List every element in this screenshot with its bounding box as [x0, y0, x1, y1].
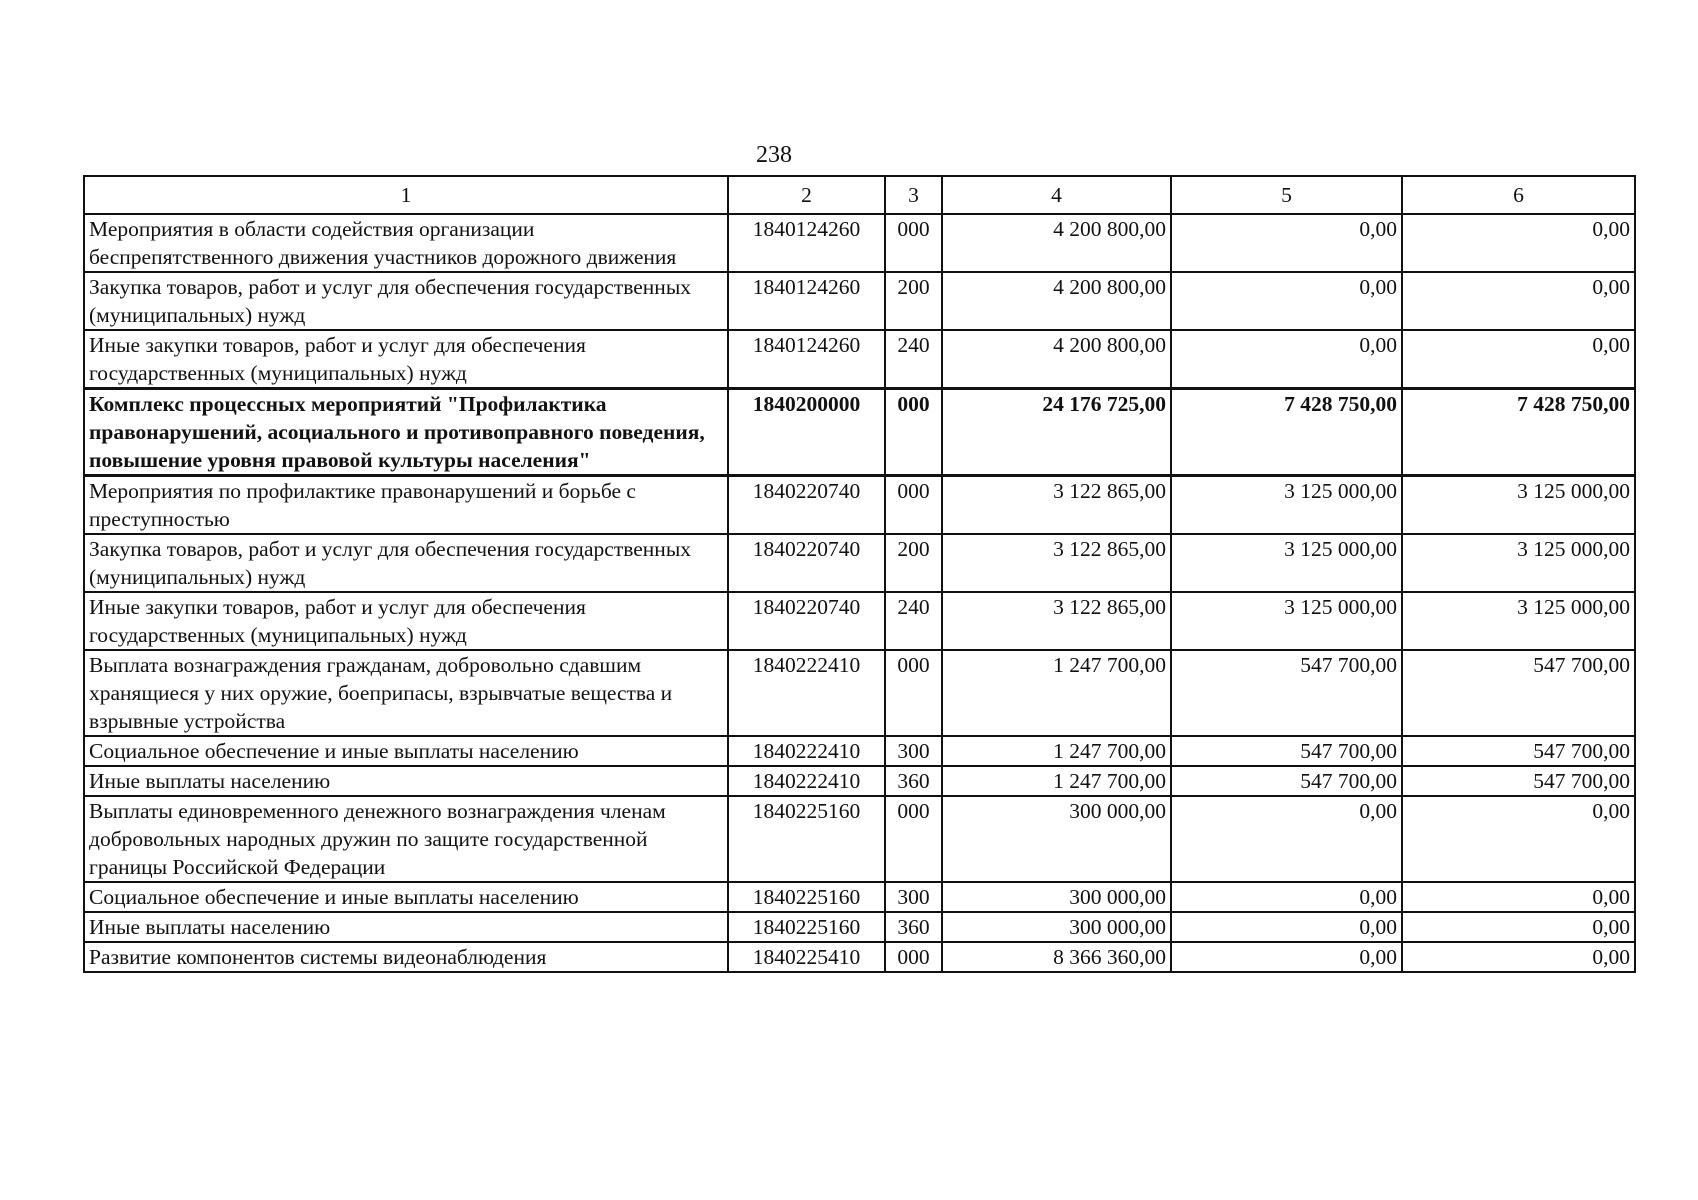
page-number [0, 140, 1698, 170]
row-kind: 000 [885, 389, 942, 476]
row-value-4: 3 122 865,00 [942, 534, 1171, 592]
row-code: 1840124260 [728, 330, 885, 389]
row-value-6: 0,00 [1402, 942, 1635, 972]
table-row [84, 882, 1635, 912]
table-header-row [84, 176, 1635, 214]
table-row [84, 650, 1635, 736]
row-code: 1840225160 [728, 882, 885, 912]
row-kind: 000 [885, 476, 942, 535]
row-value-4: 300 000,00 [942, 796, 1171, 882]
row-value-5: 547 700,00 [1171, 766, 1402, 796]
table-row [84, 534, 1635, 592]
table-row [84, 476, 1635, 535]
row-code: 1840220740 [728, 476, 885, 535]
row-value-6: 0,00 [1402, 272, 1635, 330]
column-header-3: 3 [885, 176, 942, 214]
row-value-4: 4 200 800,00 [942, 214, 1171, 272]
row-value-5: 0,00 [1171, 796, 1402, 882]
row-value-6: 0,00 [1402, 796, 1635, 882]
row-kind: 000 [885, 650, 942, 736]
row-value-6: 0,00 [1402, 882, 1635, 912]
row-value-4: 4 200 800,00 [942, 330, 1171, 389]
row-kind: 200 [885, 534, 942, 592]
row-code: 1840220740 [728, 534, 885, 592]
table-row [84, 214, 1635, 272]
row-kind: 200 [885, 272, 942, 330]
row-code: 1840225160 [728, 796, 885, 882]
row-value-6: 0,00 [1402, 912, 1635, 942]
table-row [84, 942, 1635, 972]
row-value-4: 4 200 800,00 [942, 272, 1171, 330]
row-code: 1840124260 [728, 272, 885, 330]
table-row [84, 736, 1635, 766]
row-value-5: 0,00 [1171, 882, 1402, 912]
row-value-5: 3 125 000,00 [1171, 476, 1402, 535]
row-code: 1840124260 [728, 214, 885, 272]
row-kind: 240 [885, 330, 942, 389]
row-value-5: 0,00 [1171, 912, 1402, 942]
row-value-6: 547 700,00 [1402, 736, 1635, 766]
budget-table [83, 175, 1636, 973]
row-kind: 300 [885, 882, 942, 912]
column-header-2: 2 [728, 176, 885, 214]
row-kind: 000 [885, 796, 942, 882]
row-name: Закупка товаров, работ и услуг для обеспечения государственных (муниципальных) нужд [84, 272, 728, 330]
row-value-4: 300 000,00 [942, 912, 1171, 942]
row-value-4: 300 000,00 [942, 882, 1171, 912]
row-name: Комплекс процессных мероприятий "Профилактика правонарушений, асоциального и противоправного поведения, повышение уровня правовой культуры населения" [84, 389, 728, 476]
column-header-5: 5 [1171, 176, 1402, 214]
row-value-6: 7 428 750,00 [1402, 389, 1635, 476]
row-name: Социальное обеспечение и иные выплаты населению [84, 882, 728, 912]
row-kind: 000 [885, 942, 942, 972]
column-header-6: 6 [1402, 176, 1635, 214]
row-value-6: 3 125 000,00 [1402, 592, 1635, 650]
row-value-4: 8 366 360,00 [942, 942, 1171, 972]
row-kind: 240 [885, 592, 942, 650]
row-name: Иные закупки товаров, работ и услуг для обеспечения государственных (муниципальных) нужд [84, 330, 728, 389]
row-code: 1840222410 [728, 766, 885, 796]
row-name: Выплаты единовременного денежного вознаграждения членам добровольных народных дружин по защите государственной границы Российской Федерации [84, 796, 728, 882]
row-value-6: 547 700,00 [1402, 766, 1635, 796]
row-name: Развитие компонентов системы видеонаблюдения [84, 942, 728, 972]
row-value-5: 7 428 750,00 [1171, 389, 1402, 476]
row-code: 1840225410 [728, 942, 885, 972]
row-value-6: 0,00 [1402, 214, 1635, 272]
row-value-4: 1 247 700,00 [942, 650, 1171, 736]
row-value-5: 0,00 [1171, 330, 1402, 389]
row-code: 1840200000 [728, 389, 885, 476]
table-row [84, 272, 1635, 330]
row-name: Иные закупки товаров, работ и услуг для обеспечения государственных (муниципальных) нужд [84, 592, 728, 650]
row-name: Мероприятия в области содействия организации беспрепятственного движения участников дорожного движения [84, 214, 728, 272]
row-value-4: 3 122 865,00 [942, 476, 1171, 535]
row-value-6: 547 700,00 [1402, 650, 1635, 736]
table-body [84, 214, 1635, 972]
row-value-4: 3 122 865,00 [942, 592, 1171, 650]
column-header-4: 4 [942, 176, 1171, 214]
row-value-5: 0,00 [1171, 942, 1402, 972]
row-code: 1840222410 [728, 736, 885, 766]
row-code: 1840222410 [728, 650, 885, 736]
table-row [84, 796, 1635, 882]
row-code: 1840225160 [728, 912, 885, 942]
row-value-6: 3 125 000,00 [1402, 534, 1635, 592]
row-name: Выплата вознаграждения гражданам, добровольно сдавшим хранящиеся у них оружие, боеприпасы, взрывчатые вещества и взрывные устройства [84, 650, 728, 736]
row-value-6: 0,00 [1402, 330, 1635, 389]
row-name: Социальное обеспечение и иные выплаты населению [84, 736, 728, 766]
column-header-1: 1 [84, 176, 728, 214]
row-kind: 300 [885, 736, 942, 766]
row-value-5: 547 700,00 [1171, 650, 1402, 736]
row-value-5: 0,00 [1171, 214, 1402, 272]
row-kind: 360 [885, 766, 942, 796]
table-row [84, 330, 1635, 389]
table-row [84, 592, 1635, 650]
table-row [84, 389, 1635, 476]
row-value-6: 3 125 000,00 [1402, 476, 1635, 535]
row-value-5: 3 125 000,00 [1171, 592, 1402, 650]
row-name: Мероприятия по профилактике правонарушений и борьбе с преступностью [84, 476, 728, 535]
page-number-text: 238 [756, 142, 792, 168]
row-name: Иные выплаты населению [84, 912, 728, 942]
row-name: Закупка товаров, работ и услуг для обеспечения государственных (муниципальных) нужд [84, 534, 728, 592]
row-value-4: 24 176 725,00 [942, 389, 1171, 476]
row-name: Иные выплаты населению [84, 766, 728, 796]
row-value-5: 3 125 000,00 [1171, 534, 1402, 592]
row-value-4: 1 247 700,00 [942, 766, 1171, 796]
row-kind: 360 [885, 912, 942, 942]
row-value-5: 547 700,00 [1171, 736, 1402, 766]
row-kind: 000 [885, 214, 942, 272]
row-code: 1840220740 [728, 592, 885, 650]
table-row [84, 766, 1635, 796]
row-value-5: 0,00 [1171, 272, 1402, 330]
row-value-4: 1 247 700,00 [942, 736, 1171, 766]
table-row [84, 912, 1635, 942]
